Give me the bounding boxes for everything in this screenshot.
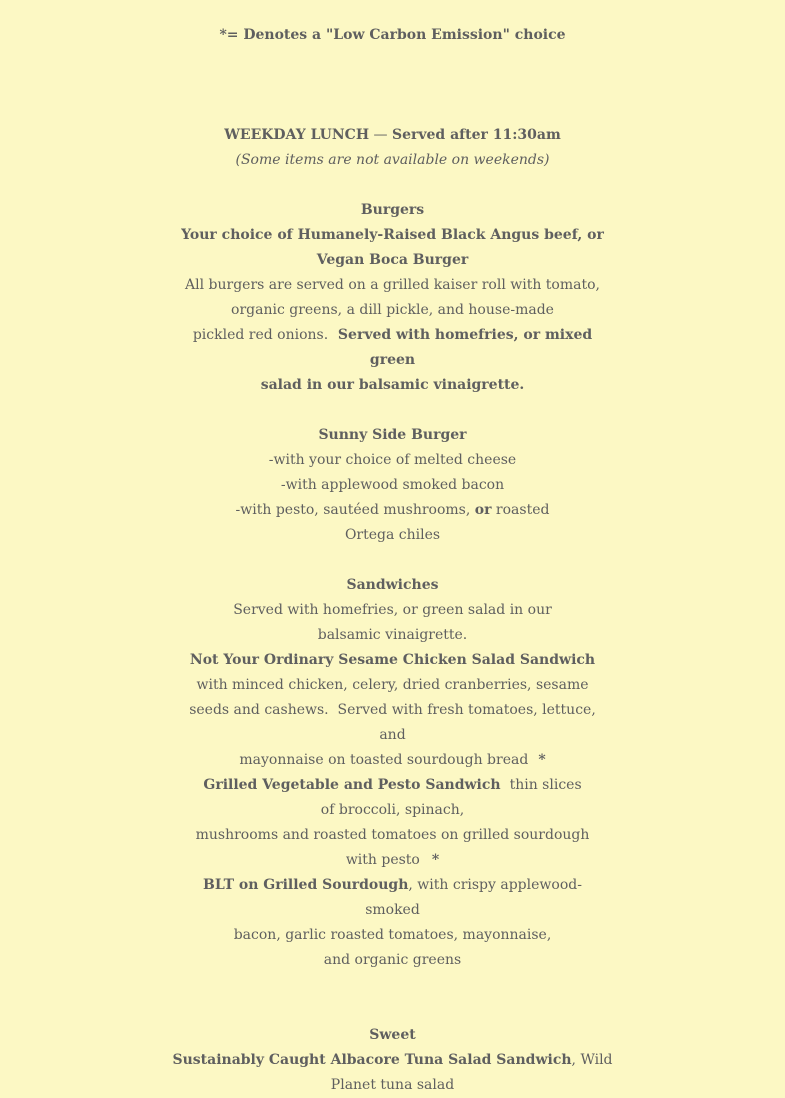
tuna-sandwich-name: Sustainably Caught Albacore Tuna Salad Sandwich: [172, 1052, 572, 1068]
sesame-desc-line-4: [0, 748, 785, 773]
sesame-chicken-sandwich-name: Not Your Ordinary Sesame Chicken Salad Sandwich: [189, 652, 596, 668]
blt-desc-line-4: and organic greens: [323, 952, 462, 968]
blt-desc-line-3: bacon, garlic roasted tomatoes, mayonnaise,: [233, 927, 552, 943]
sesame-bread-text: mayonnaise on toasted sourdough bread: [239, 752, 529, 768]
sweet-heading: Sweet: [369, 1027, 416, 1043]
sesame-desc-line-2: seeds and cashews. Served with fresh tomatoes, lettuce,: [189, 702, 596, 718]
weekday-lunch-title: WEEKDAY LUNCH: [224, 127, 370, 143]
served-after-time: Served after 11:30am: [391, 127, 561, 143]
blt-line-1: [0, 873, 785, 898]
sesame-desc-line-3: and: [379, 727, 406, 743]
sandwiches-desc-line-1: Served with homefries, or green salad in our: [233, 602, 552, 618]
sunny-option-chiles: Ortega chiles: [344, 527, 441, 543]
burgers-heading: Burgers: [360, 202, 425, 218]
sunny-option-bacon: -with applewood smoked bacon: [280, 477, 505, 493]
burger-desc-line-5: salad in our balsamic vinaigrette.: [260, 377, 525, 393]
veg-desc-thin-slices: thin slices: [509, 777, 582, 793]
burger-desc-line-1: All burgers are served on a grilled kaiser roll with tomato,: [185, 277, 600, 293]
sandwiches-desc-line-2: balsamic vinaigrette.: [317, 627, 468, 643]
burger-choice-line-1: Your choice of Humanely-Raised Black Angus beef, or: [181, 227, 604, 243]
sunny-side-burger-heading: Sunny Side Burger: [318, 427, 467, 443]
sunny-option-pesto-text: -with pesto, sautéed mushrooms,: [235, 502, 475, 518]
sunny-option-or: or: [474, 502, 492, 518]
weekend-availability-note: (Some items are not available on weekends): [235, 152, 550, 168]
burger-desc-served-with: Served with homefries, or mixed: [328, 327, 593, 343]
sesame-desc-line-1: with minced chicken, celery, dried cranberries, sesame: [196, 677, 589, 693]
sunny-option-roasted: roasted: [491, 502, 550, 518]
blt-sandwich-name: BLT on Grilled Sourdough: [203, 877, 409, 893]
sunny-option-pesto: [0, 498, 785, 523]
burger-desc-line-2: organic greens, a dill pickle, and house-made: [231, 302, 554, 318]
tuna-desc-line-2: Planet tuna salad: [330, 1077, 455, 1093]
low-carbon-star-veg: *: [431, 852, 440, 868]
low-carbon-legend: *= Denotes a "Low Carbon Emission" choice: [219, 27, 566, 43]
sunny-option-cheese: -with your choice of melted cheese: [268, 452, 517, 468]
blt-desc-crispy: , with crispy applewood-: [408, 877, 582, 893]
weekday-lunch-heading: [0, 123, 785, 148]
heading-dash: —: [369, 127, 392, 143]
tuna-line-1: [0, 1048, 785, 1073]
sandwiches-heading: Sandwiches: [346, 577, 439, 593]
burger-desc-line-3: [0, 323, 785, 348]
veg-pesto-sandwich-name: Grilled Vegetable and Pesto Sandwich: [203, 777, 501, 793]
veg-desc-line-2: of broccoli, spinach,: [320, 802, 465, 818]
low-carbon-star-sesame: *: [538, 752, 546, 768]
burger-desc-onions: pickled red onions.: [192, 327, 329, 343]
burger-choice-line-2: Vegan Boca Burger: [316, 252, 469, 268]
veg-desc-line-3: mushrooms and roasted tomatoes on grilled sourdough: [195, 827, 590, 843]
burger-desc-line-4: green: [369, 352, 416, 368]
veg-desc-line-4: [0, 848, 785, 873]
veg-with-pesto-text: with pesto: [345, 852, 420, 868]
veg-pesto-line-1: [0, 773, 785, 798]
blt-desc-line-2: smoked: [365, 902, 420, 918]
tuna-desc-wild: , Wild: [571, 1052, 613, 1068]
